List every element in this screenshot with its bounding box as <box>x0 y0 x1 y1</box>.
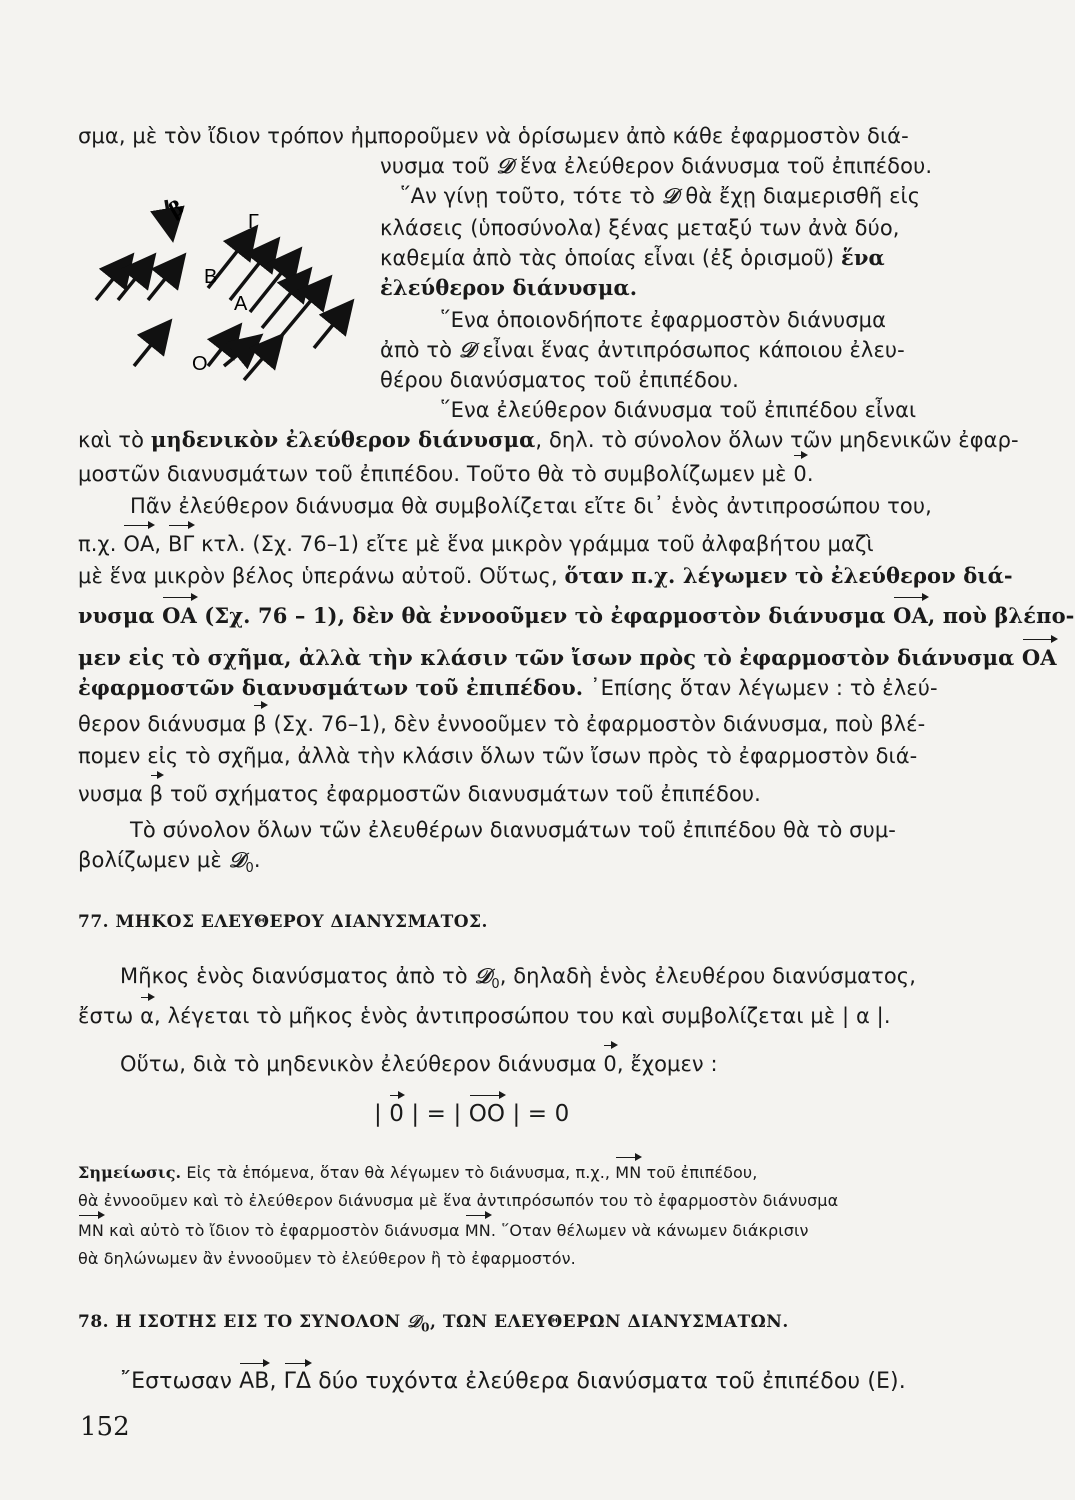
label-o: Ο <box>192 353 208 375</box>
vector-arrow <box>262 272 308 328</box>
section-heading-77: 77. ΜΗΚΟΣ ΕΛΕΥΘΕΡΟΥ ΔΙΑΝΥΣΜΑΤΟΣ. <box>78 912 488 932</box>
section-heading-78: 78. Η ΙΣΟΤΗΣ ΕΙΣ ΤΟ ΣΥΝΟΛΟΝ 𝒟$_0$, ΤΩΝ ΕΛΕΥΘΕΡΩΝ ΔΙΑΝΥΣΜΑΤΩΝ. <box>78 1312 789 1335</box>
text-line: ἀπὸ τὸ 𝒟 εἶναι ἕνας ἀντιπρόσωπος κάποιου ἐλευ- <box>380 337 905 362</box>
text-line: Μῆκος ἑνὸς διανύσματος ἀπὸ τὸ 𝒟$_0$, δηλαδὴ ἑνὸς ἐλευθέρου διανύσματος, <box>120 963 916 993</box>
text-line: κλάσεις (ὑποσύνολα) ξένας μεταξύ των ἀνὰ δύο, <box>380 216 900 240</box>
text-line: ἐφαρμοστῶν διανυσμάτων τοῦ ἐπιπέδου. ᾿Επίσης ὅταν λέγωμεν : τὸ ἐλεύ- <box>78 675 938 700</box>
vector-arrow <box>134 324 168 366</box>
text-line: ῞Αν γίνῃ τοῦτο, τότε τὸ 𝒟 θὰ ἔχῃ διαμερισθῆ εἰς <box>400 183 921 208</box>
text-line: ῞Ενα ὁποιονδήποτε ἐφαρμοστὸν διάνυσμα <box>440 308 887 332</box>
text-line: νυσμα β τοῦ σχήματος ἐφαρμοστῶν διανυσμάτων τοῦ ἐπιπέδου. <box>78 782 761 806</box>
label-b: Β <box>204 266 218 288</box>
text-line: καθεμία ἀπὸ τὰς ὁποίας εἶναι (ἐξ ὁρισμοῦ) ἕνα <box>380 245 885 270</box>
text-line: Οὕτω, διὰ τὸ μηδενικὸν ἐλεύθερον διάνυσμα 0, ἔχομεν : <box>120 1052 718 1076</box>
text-line: π.χ. ΟΑ, ΒΓ κτλ. (Σχ. 76–1) εἴτε μὲ ἕνα μικρὸν γράμμα τοῦ ἀλφαβήτου μαζὶ <box>78 532 874 556</box>
text-line: μὲ ἕνα μικρὸν βέλος ὑπεράνω αὐτοῦ. Οὕτως, ὅταν π.χ. λέγωμεν τὸ ἐλεύθερον διά- <box>78 563 1013 588</box>
text-line: νυσμα ΟΑ (Σχ. 76 – 1), δὲν θὰ ἐννοοῦμεν τὸ ἐφαρμοστὸν διάνυσμα ΟΑ, ποὺ βλέπο- <box>78 603 1075 628</box>
text-line: θερον διάνυσμα β (Σχ. 76–1), δὲν ἐννοοῦμεν τὸ ἐφαρμοστὸν διάνυσμα, ποὺ βλέ- <box>78 712 926 736</box>
vector-arrow <box>314 304 350 348</box>
text-line: Πᾶν ἐλεύθερον διάνυσμα θὰ συμβολίζεται εἴτε δι᾿ ἑνὸς ἀντιπροσώπου του, <box>130 494 932 518</box>
vector-arrow <box>278 280 328 340</box>
text-line: ῞Ενα ἐλεύθερον διάνυσμα τοῦ ἐπιπέδου εἶναι <box>440 398 917 422</box>
definition-term: ἐλεύθερον διάνυσμα. <box>380 275 638 300</box>
text-line: ἔστω α, λέγεται τὸ μῆκος ἑνὸς ἀντιπροσώπου του καὶ συμβολίζεται μὲ | α |. <box>78 1004 891 1028</box>
label-gamma: Γ <box>248 211 260 233</box>
text-line: βολίζωμεν μὲ 𝒟$_0$. <box>78 847 261 877</box>
note-line: θὰ ἐννοοῦμεν καὶ τὸ ἐλεύθερον διάνυσμα μὲ ἕνα ἀντιπρόσωπόν του τὸ ἐφαρμοστὸν διάνυσμα <box>78 1191 839 1210</box>
page-number: 152 <box>80 1412 130 1442</box>
note-line: ΜΝ καὶ αὐτὸ τὸ ἴδιον τὸ ἐφαρμοστὸν διάνυσμα ΜΝ. ῞Οταν θέλωμεν νὰ κάνωμεν διάκρισιν <box>78 1221 809 1240</box>
text-line: καὶ τὸ μηδενικὸν ἐλεύθερον διάνυσμα, δηλ. τὸ σύνολον ὅλων τῶν μηδενικῶν ἐφαρ- <box>78 427 1019 452</box>
text-line: Τὸ σύνολον ὅλων τῶν ἐλευθέρων διανυσμάτων τοῦ ἐπιπέδου θὰ τὸ συμ- <box>130 818 896 842</box>
note-line: θὰ δηλώνωμεν ἂν ἐννοοῦμεν τὸ ἐλεύθερον ἢ τὸ ἐφαρμοστόν. <box>78 1249 576 1268</box>
text-line: νυσμα τοῦ 𝒟 ἕνα ἐλεύθερον διάνυσμα τοῦ ἐπιπέδου. <box>380 153 933 178</box>
label-beta: β <box>164 194 189 223</box>
text-line: μοστῶν διανυσμάτων τοῦ ἐπιπέδου. Τοῦτο θὰ τὸ συμβολίζωμεν μὲ 0. <box>78 462 814 486</box>
text-line: μεν εἰς τὸ σχῆμα, ἀλλὰ τὴν κλάσιν τῶν ἴσων πρὸς τὸ ἐφαρμοστὸν διάνυσμα ΟΑ <box>78 645 1057 670</box>
text-line: πομεν εἰς τὸ σχῆμα, ἀλλὰ τὴν κλάσιν ὅλων τῶν ἴσων πρὸς τὸ ἐφαρμοστὸν διά- <box>78 744 918 768</box>
vector-arrow <box>250 252 298 312</box>
text-line: θέρου διανύσματος τοῦ ἐπιπέδου. <box>380 368 739 392</box>
vector-arrow <box>148 258 182 300</box>
vector-arrow <box>224 338 258 366</box>
text-line: ῎Εστωσαν ΑΒ, ΓΔ δύο τυχόντα ἐλεύθερα διανύσματα τοῦ ἐπιπέδου (Ε). <box>120 1369 906 1394</box>
label-a: Α <box>234 293 248 315</box>
note-line: Σημείωσις. Εἰς τὰ ἑπόμενα, ὅταν θὰ λέγωμεν τὸ διάνυσμα, π.χ., ΜΝ τοῦ ἐπιπέδου, <box>78 1163 758 1182</box>
equation: | 0 | = | ΟΟ | = 0 <box>374 1101 570 1127</box>
text-line: σμα, μὲ τὸν ἴδιον τρόπον ἠμποροῦμεν νὰ ὁρίσωμεν ἀπὸ κάθε ἐφαρμοστὸν διά- <box>78 124 909 148</box>
vector-figure <box>88 188 358 388</box>
